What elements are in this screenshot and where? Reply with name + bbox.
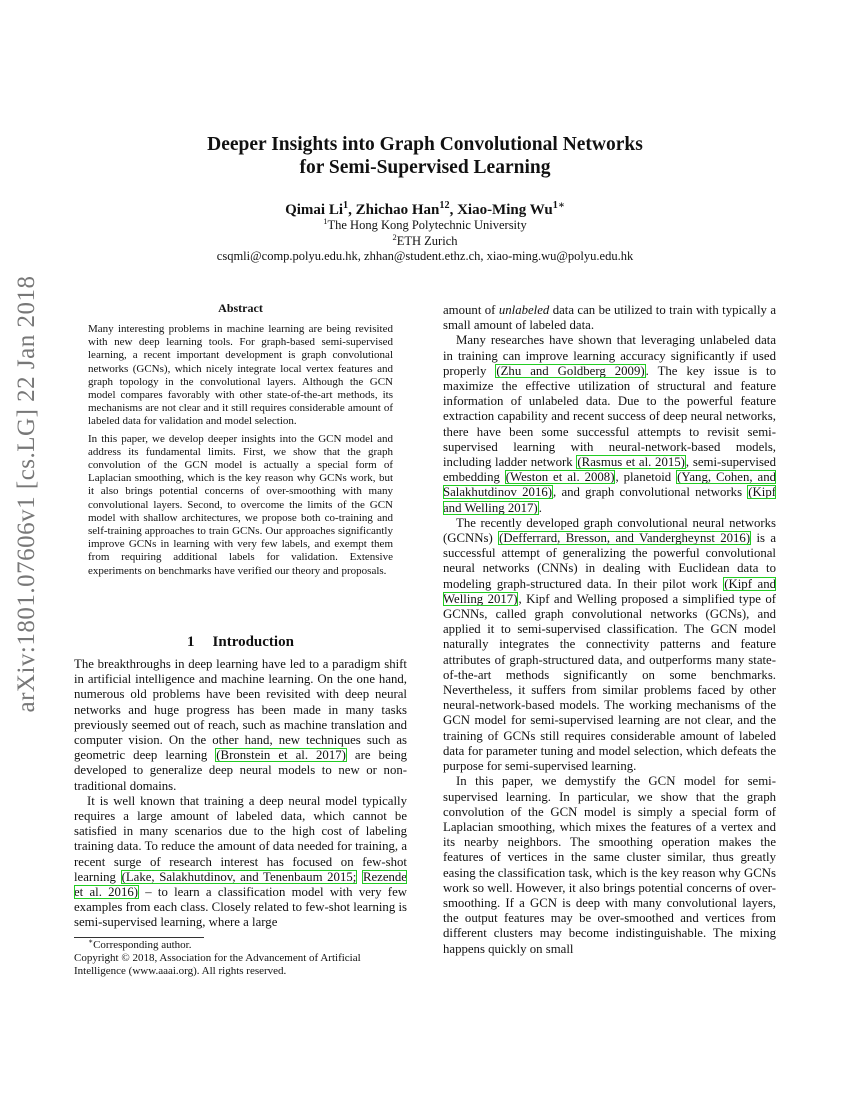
- section-title: Introduction: [212, 634, 294, 650]
- citation-link[interactable]: (Defferrard, Bresson, and Vandergheynst 2016): [499, 531, 751, 546]
- author-affil-mark: 1∗: [552, 200, 565, 211]
- section-number: 1: [187, 634, 195, 650]
- text-run: . The key issue is to maximize the effective utilization of structural and feature information of unlabeled data. Due to the powerful feature extraction capability and recent success of deep neural networks, there have been some successful attempts to revisit semi-supervised learning with neural-network-based models, including ladder network: [443, 363, 776, 470]
- citation-link[interactable]: (Kipf and Welling 2017): [443, 576, 776, 606]
- body-paragraph-continued: [443, 303, 776, 333]
- text-run: The recently developed graph convolutional neural networks (GCNNs): [443, 515, 776, 546]
- affiliations: [100, 215, 750, 265]
- affiliation-2: [100, 231, 750, 250]
- text-run: is a successful attempt of generalizing the powerful convolutional neural networks (CNNs) in dealing with Euclidean data to modeling graph-structured data. In their pilot work: [443, 531, 777, 591]
- text-run: .: [538, 500, 542, 515]
- text-run: amount of: [443, 303, 499, 317]
- emphasis: unlabeled: [498, 303, 550, 317]
- left-column-body: [74, 657, 407, 931]
- citation-link[interactable]: (Weston et al. 2008): [505, 470, 615, 485]
- abstract-body: [88, 323, 393, 582]
- text-run: , and graph convolutional networks: [553, 485, 748, 500]
- body-paragraph: [74, 794, 407, 931]
- author-name: Qimai Li: [285, 202, 343, 218]
- citation-link[interactable]: (Yang, Cohen, and Salakhutdinov 2016): [443, 470, 776, 500]
- affil-text: ETH Zurich: [396, 233, 458, 248]
- text-run: , Kipf and Welling proposed a simplified type of GCNNs, called graph convolutional networks (GCNs), and applied it to semi-supervised classification. The GCN model naturally integrates the connectivity patterns and feature attributes of graph-structured data, and outperforms many state-of-the-art methods significantly on some benchmarks. Nevertheless, it suffers from similar problems faced by other neural-network-based models. The working mechanisms of the GCN model for semi-supervised learning are not clear, and the training of GCNs still requires considerable amount of labeled data for parameter tuning and model selection, which defeats the purpose for semi-supervised learning.: [443, 591, 776, 774]
- arxiv-sidebar-stamp: arXiv:1801.07606v1 [cs.LG] 22 Jan 2018: [13, 275, 40, 713]
- title-line-2: for Semi-Supervised Learning: [299, 157, 551, 178]
- abstract-paragraph: In this paper, we develop deeper insights into the GCN model and address its fundamental limits. First, we show that the graph convolution of the GCN model is actually a special form of Laplacian smoothing, which is the key reason why GCNs work, but it also brings potential concerns of over-smoothing with many convolutional layers. Second, to overcome the limits of the GCN model with shallow architectures, we propose both co-training and self-training approaches to train GCNs. Our approaches significantly improve GCNs in learning with very few labels, and exempt them from requiring additional labels for validation. Extensive experiments on benchmarks have verified our theory and proposals.: [88, 432, 393, 577]
- footnote-corresponding: [74, 936, 414, 952]
- right-column-body: [443, 303, 776, 957]
- section-heading-introduction: [74, 634, 407, 651]
- citation-link[interactable]: Rezende et al. 2016): [74, 869, 407, 900]
- abstract-heading: Abstract: [218, 301, 263, 315]
- body-paragraph: In this paper, we demystify the GCN model for semi-supervised learning. In particular, we show that the graph convolution of the GCN model is simply a special form of Laplacian smoothing, which mixes the features of a vertex and its nearby neighbors. The smoothing operation makes the features of vertices in the same cluster similar, thus greatly easing the classification task, which is the key reason why GCNs work so well. However, it also brings potential concerns of over-smoothing. If a GCN is deep with many convolutional layers, the output features may be over-smoothed and vertices from different clusters may become indistinguishable. The mixing happens quickly on small: [443, 774, 777, 956]
- affiliation-1: [100, 215, 750, 234]
- affil-mark: 2: [392, 231, 397, 242]
- text-run: Many researches have shown that leveraging unlabeled data in training can improve learning accuracy significantly if used properly: [443, 333, 776, 378]
- author-list: Qimai Li$^1$, Zhichao Han$^{12}$, Xiao-Ming $Wu^{1∗}$: [285, 200, 565, 218]
- paper-title: [150, 133, 700, 179]
- author-name: Zhichao Han: [355, 202, 440, 218]
- body-paragraph: [443, 516, 776, 774]
- text-run: data can be utilized to train with typically a small amount of labeled data.: [443, 303, 776, 333]
- abstract-paragraph: Many interesting problems in machine learning are being revisited with new deep learning tools. For graph-based semi-supervised learning, a recent important development is graph convolutional networks (GCNs), which nicely integrate local vertex features and graph topology in the convolutional layers. Although the GCN model compares favorably with other state-of-the-art methods, its mechanisms are not clear and it still requires considerable amount of labeled data for validation and model selection.: [88, 323, 393, 428]
- title-line-1: Deeper Insights into Graph Convolutional Networks: [207, 134, 643, 155]
- affil-mark: 1: [323, 215, 328, 226]
- text-run: are being developed to generalize deep neural models to new or non-traditional domains.: [74, 748, 407, 793]
- author-name: Xiao-Ming Wu: [457, 202, 553, 218]
- footnotes: [74, 937, 414, 979]
- footnote-mark: ∗: [88, 936, 94, 946]
- text-run: , semi-supervised embedding: [443, 455, 777, 485]
- text-run: – to learn a classification model with very few examples from each class. Closely related to few-shot learning is semi-supervised learning, where a large: [74, 885, 407, 930]
- body-paragraph: [443, 333, 776, 515]
- affil-text: The Hong Kong Polytechnic University: [327, 218, 527, 232]
- footnote-text: Corresponding author.: [93, 939, 192, 951]
- author-affil-mark: 12: [439, 200, 450, 211]
- text-run: , planetoid: [615, 470, 677, 485]
- body-paragraph: [74, 657, 407, 794]
- text-run: It is well known that training a deep neural model typically requires a large amount of labeled data, which cannot be satisfied in many scenarios due to the high cost of labeling training data. To reduce the amount of data needed for training, a recent surge of research interest has focused on few-shot learning: [74, 793, 407, 884]
- citation-link[interactable]: (Rasmus et al. 2015): [577, 455, 685, 470]
- citation-link[interactable]: (Lake, Salakhutdinov, and Tenenbaum 2015;: [121, 869, 357, 884]
- copyright-notice: Copyright © 2018, Association for the Advancement of Artificial Intelligence (www.aaai.org). All rights reserved.: [74, 952, 361, 978]
- author-affil-mark: 1: [343, 200, 349, 211]
- citation-link[interactable]: (Zhu and Goldberg 2009): [496, 363, 645, 378]
- text-run: The breakthroughs in deep learning have led to a paradigm shift in artificial intelligence and machine learning. On the one hand, numerous old problems have been revisited with deep neural networks and huge progress has been made in many tasks previously seemed out of reach, such as machine translation and computer vision. On the other hand, new techniques such as geometric deep learning: [74, 657, 407, 763]
- citation-link[interactable]: (Bronstein et al. 2017): [216, 748, 346, 763]
- author-emails: csqmli@comp.polyu.edu.hk, zhhan@student.ethz.ch, xiao-ming.wu@polyu.edu.hk: [216, 249, 634, 263]
- citation-link[interactable]: (Kipf and Welling 2017): [443, 485, 776, 515]
